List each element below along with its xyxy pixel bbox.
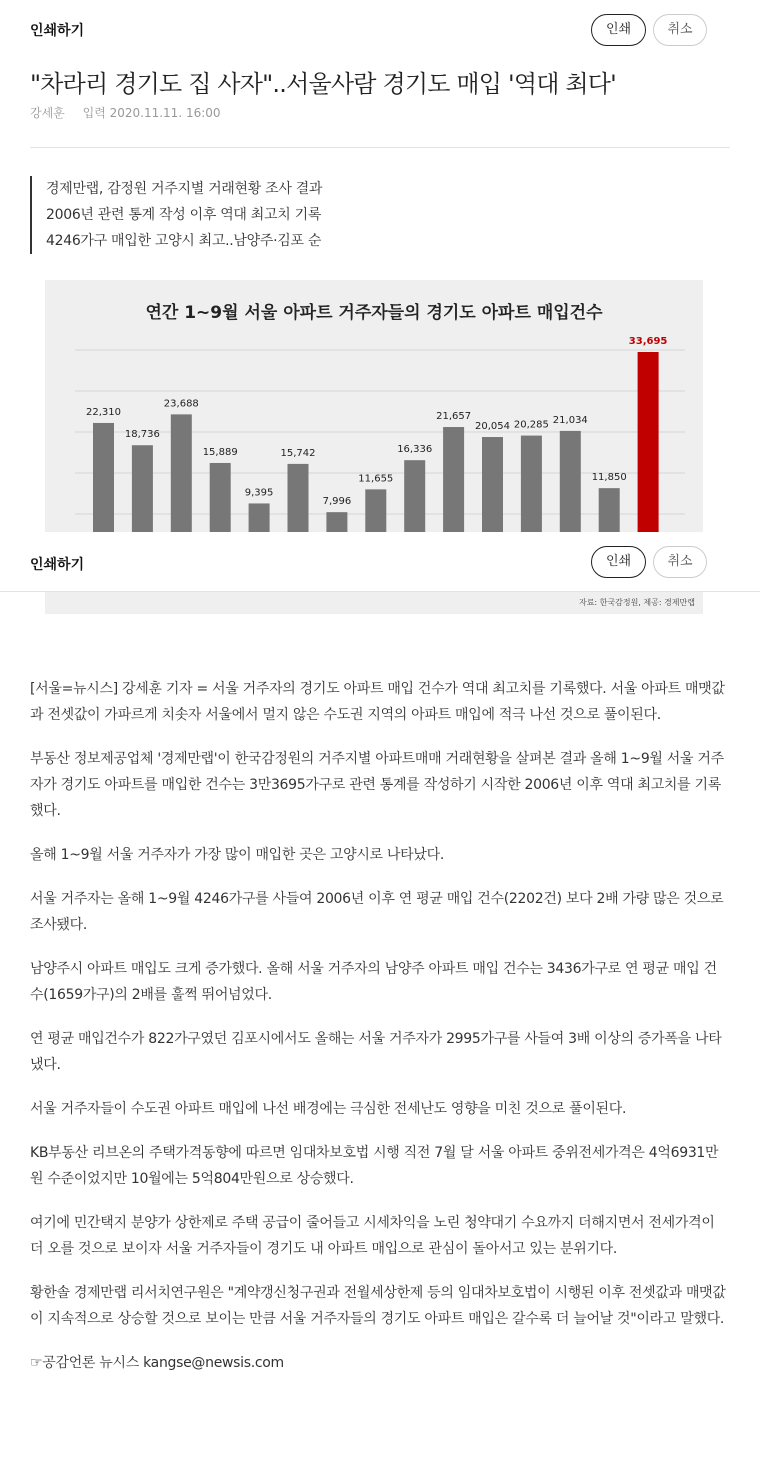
print-toolbar (0, 0, 760, 60)
press-credit: ☞공감언론 뉴시스 kangse@newsis.com (30, 1355, 284, 1371)
paragraph: 서울 거주자는 올해 1~9월 4246가구를 사들여 2006년 이후 연 평균 매입 건수(2202건) 보다 2배 가량 많은 것으로 조사됐다. (30, 891, 724, 933)
summary-line: 4246가구 매입한 고양시 최고..남양주·김포 순 (46, 233, 322, 249)
print-button[interactable]: 인쇄 (591, 14, 646, 46)
bar-value-label: 9,395 (244, 487, 274, 499)
paragraph: KB부동산 리브온의 주택가격동향에 따르면 임대차보호법 시행 직전 7월 달 서울 아파트 중위전세가격은 4억6931만원 수준이었지만 10월에는 5억804만원으로 상승했다. (30, 1145, 719, 1187)
bar-value-label: 11,850 (591, 472, 627, 484)
chart-title: 연간 1~9월 서울 아파트 거주자들의 경기도 아파트 매입건수 (145, 303, 603, 323)
bar-value-label: 16,336 (397, 444, 433, 456)
summary-line: 2006년 관련 통계 작성 이후 역대 최고치 기록 (46, 207, 322, 223)
sticky-cancel-button[interactable]: 취소 (653, 546, 707, 578)
paragraph: 연 평균 매입건수가 822가구였던 김포시에서도 올해는 서울 거주자가 2995가구를 사들여 3배 이상의 증가폭을 나타냈다. (30, 1031, 722, 1073)
article-body (30, 676, 730, 1394)
sticky-print-toolbar (0, 532, 760, 592)
bar-value-label: 15,889 (202, 446, 238, 458)
bar-value-label: 20,285 (513, 419, 549, 431)
reporter-name: 강세훈 (30, 106, 65, 120)
paragraph: 올해 1~9월 서울 거주자가 가장 많이 매입한 곳은 고양시로 나타났다. (30, 847, 444, 863)
bar-value-label: 7,996 (322, 496, 352, 508)
bar-value-label: 18,736 (124, 429, 160, 441)
divider (30, 147, 730, 148)
bar-value-label: 23,688 (163, 398, 199, 410)
publish-date: 입력 2020.11.11. 16:00 (82, 106, 221, 120)
paragraph: 남양주시 아파트 매입도 크게 증가했다. 올해 서울 거주자의 남양주 아파트 매입 건수는 3436가구로 연 평균 매입 건수(1659가구)의 2배를 훌쩍 뛰어넘었다. (30, 961, 717, 1003)
byline (30, 104, 235, 121)
sticky-toolbar-title: 인쇄하기 (30, 557, 85, 573)
paragraph: 서울 거주자들이 수도권 아파트 매입에 나선 배경에는 극심한 전세난도 영향을 미친 것으로 풀이된다. (30, 1101, 627, 1117)
bar-value-label: 11,655 (358, 473, 394, 485)
paragraph: 황한솔 경제만랩 리서치연구원은 "계약갱신청구권과 전월세상한제 등의 임대차보호법이 시행된 이후 전셋값과 매맷값이 지속적으로 상승할 것으로 보이는 만큼 서울 거주자들의 경기도 아파트 매입은 갈수록 더 늘어날 것"이라고 말했다. (30, 1285, 726, 1327)
sticky-print-button[interactable]: 인쇄 (591, 546, 646, 578)
toolbar-title: 인쇄하기 (30, 23, 85, 39)
bar-value-label: 22,310 (86, 406, 121, 418)
chart-bar (638, 352, 659, 562)
chart-source: 자료: 한국감정원, 제공: 경제만랩 (578, 598, 695, 607)
cancel-button[interactable]: 취소 (653, 14, 707, 46)
bar-value-label: 33,695 (628, 336, 668, 347)
paragraph: [서울=뉴시스] 강세훈 기자 = 서울 거주자의 경기도 아파트 매입 건수가 역대 최고치를 기록했다. 서울 아파트 매맷값과 전셋값이 가파르게 치솟자 서울에서 멀지 않은 수도권 지역의 아파트 매입에 적극 나선 것으로 풀이된다. (30, 681, 725, 723)
bar-value-label: 21,034 (552, 414, 588, 426)
article-summary (30, 176, 322, 254)
summary-line: 경제만랩, 감정원 거주지별 거래현황 조사 결과 (46, 181, 323, 197)
bar-value-label: 20,054 (475, 421, 510, 433)
article-headline: "차라리 경기도 집 사자"..서울사람 경기도 매입 '역대 최다' (30, 70, 616, 98)
paragraph: 여기에 민간택지 분양가 상한제로 주택 공급이 줄어들고 시세차익을 노린 청약대기 수요까지 더해지면서 전세가격이 더 오를 것으로 보이자 서울 거주자들이 경기도 내 아파트 매입으로 관심이 돌아서고 있는 분위기다. (30, 1215, 715, 1257)
bar-value-label: 21,657 (436, 411, 472, 423)
bar-value-label: 15,742 (280, 447, 316, 459)
paragraph: 부동산 정보제공업체 '경제만랩'이 한국감정원의 거주지별 아파트매매 거래현황을 살펴본 결과 올해 1~9월 서울 거주자가 경기도 아파트를 매입한 건수는 3만3695가구로 관련 통계를 작성하기 시작한 2006년 이후 역대 최고치를 기록했다. (30, 751, 724, 819)
